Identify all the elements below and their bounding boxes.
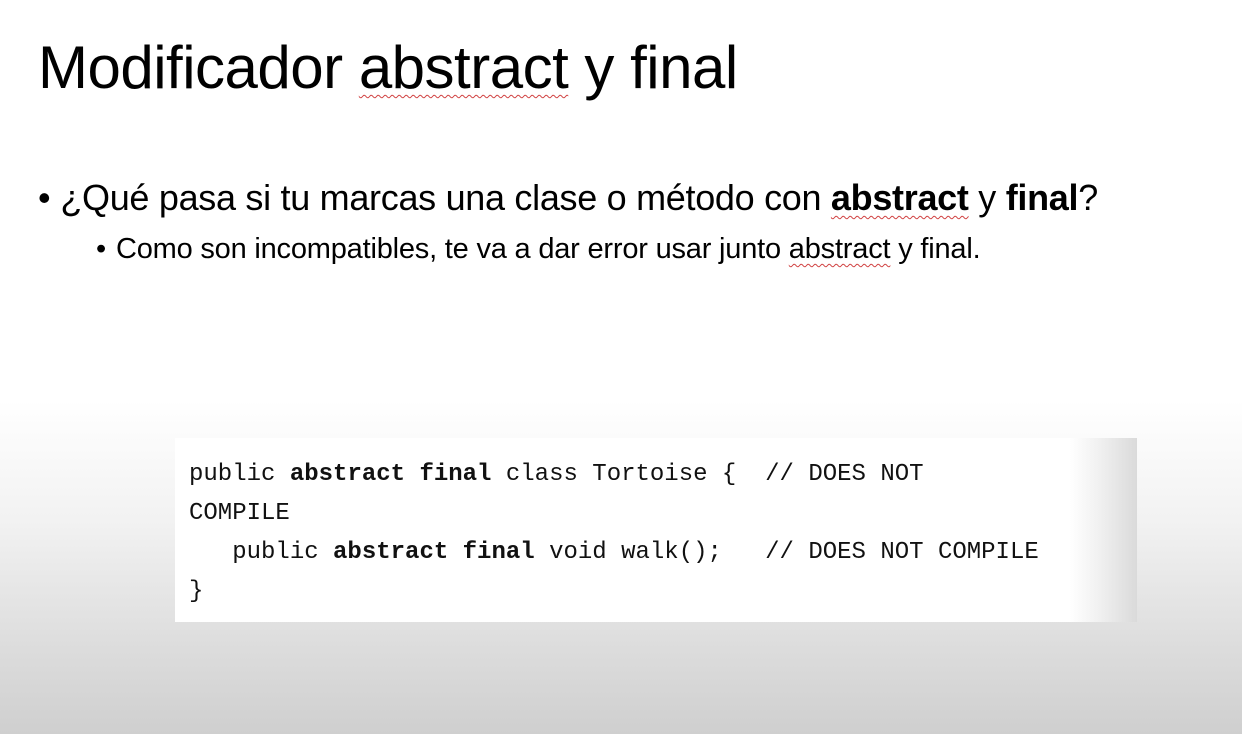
bullet-answer-suffix: y final. (890, 233, 981, 265)
title-text-1: Modificador (38, 34, 359, 101)
bullet-question-suffix: ? (1078, 177, 1098, 218)
code-line-3-start: public (189, 539, 334, 566)
bullet-question (38, 176, 1098, 220)
bullet-question-middle: y (968, 177, 1006, 218)
code-line-1-start: public (189, 461, 290, 488)
code-line-1-rest: class Tortoise { // DOES NOT (491, 461, 924, 488)
code-line-3-rest: void walk(); // DOES NOT COMPILE (534, 539, 1039, 566)
bullet-answer (96, 231, 980, 267)
code-line-4: } (189, 578, 204, 605)
code-line-1 (189, 460, 924, 490)
bullet-marker: • (96, 233, 106, 265)
code-example (175, 438, 1137, 622)
bullet-question-keyword-final: final (1005, 177, 1079, 218)
bullet-answer-prefix: Como son incompatibles, te va a dar error usar junto (115, 233, 789, 265)
title-keyword-abstract: abstract (358, 34, 569, 101)
bullet-marker: • (38, 177, 51, 218)
code-line-3 (189, 538, 1039, 568)
code-line-1-keywords: abstract final (289, 461, 492, 488)
title-text-2: y final (568, 34, 738, 101)
bullet-question-prefix: ¿Qué pasa si tu marcas una clase o método con (60, 177, 831, 218)
bullet-question-keyword-abstract: abstract (830, 177, 969, 218)
code-line-3-keywords: abstract final (333, 539, 535, 566)
slide-title (38, 30, 738, 106)
code-line-2: COMPILE (189, 500, 290, 527)
bullet-answer-keyword: abstract (788, 233, 891, 265)
